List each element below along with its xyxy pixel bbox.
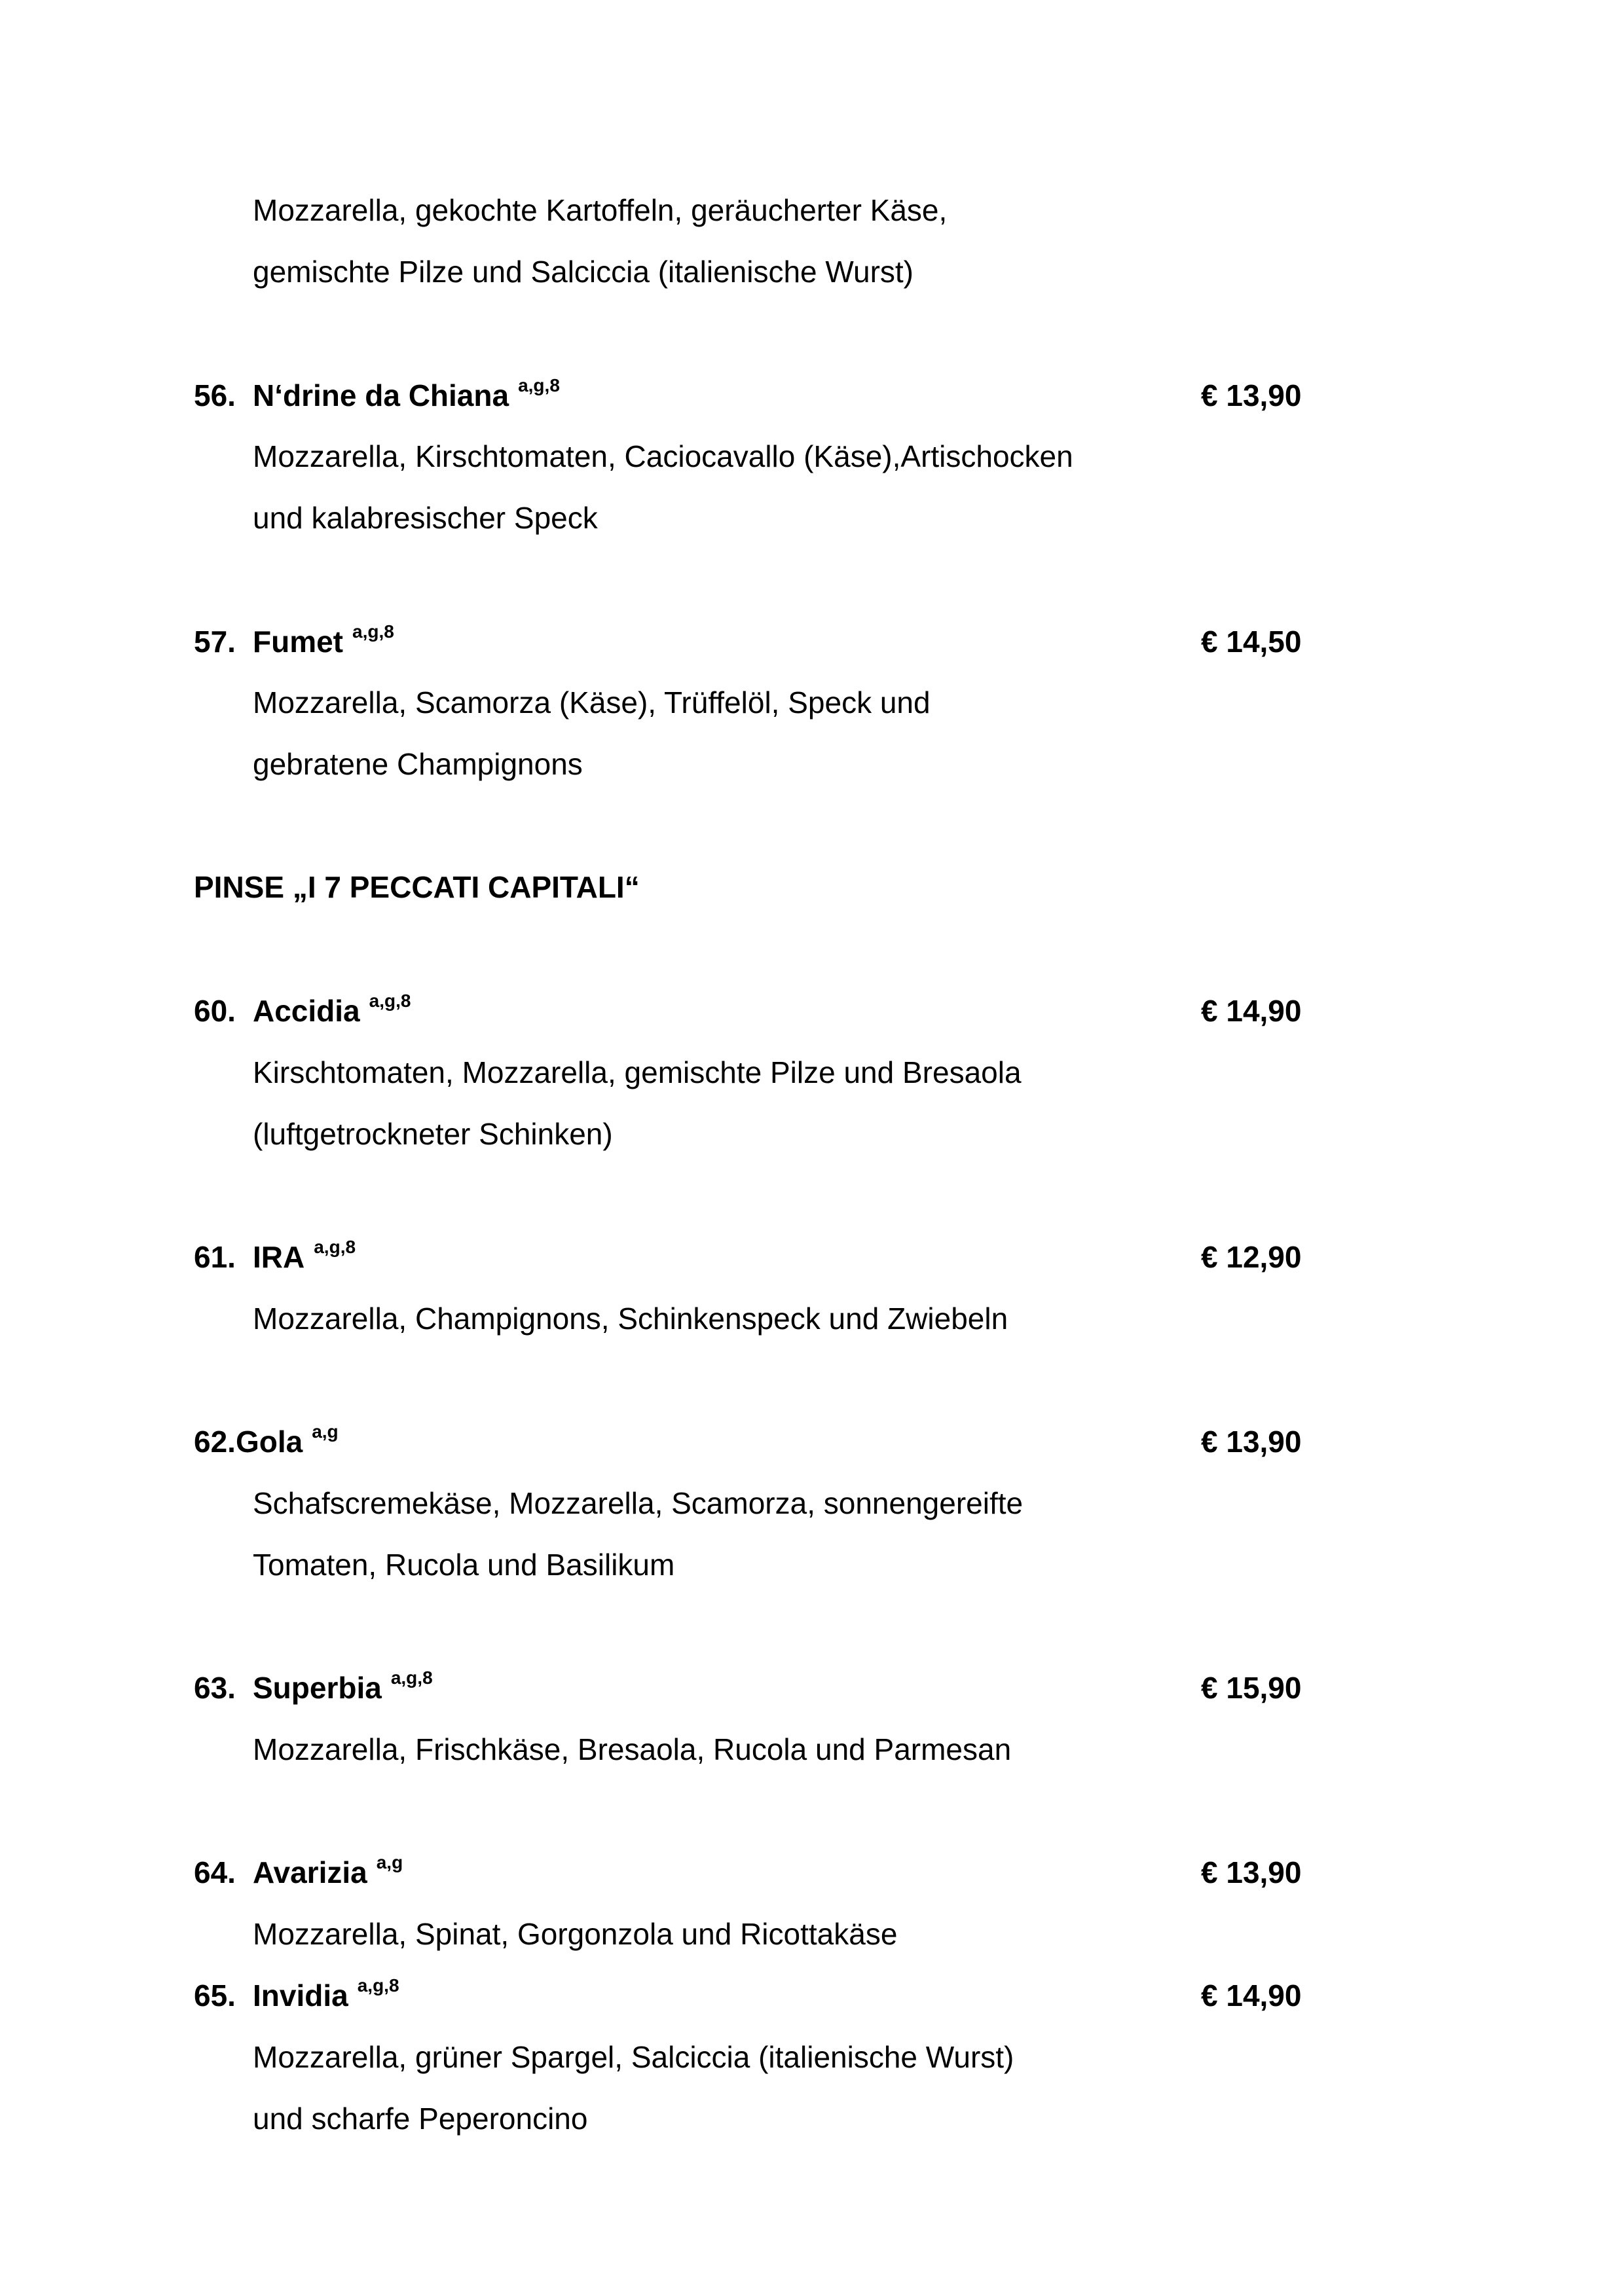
item-price: € 13,90	[1201, 1855, 1302, 1889]
item-allergens: a,g,8	[352, 621, 394, 642]
item-name: IRA	[253, 1240, 305, 1274]
item-name-line	[253, 376, 560, 415]
item-description-line: Kirschtomaten, Mozzarella, gemischte Pilze und Bresaola	[253, 1055, 1022, 1089]
item-description-line: Schafscremekäse, Mozzarella, Scamorza, sonnengereifte	[253, 1486, 1024, 1520]
continuation-description-line: Mozzarella, gekochte Kartoffeln, geräucherter Käse,	[253, 193, 948, 227]
item-description-line: und kalabresischer Speck	[253, 501, 598, 535]
item-number: 63.	[194, 1671, 236, 1705]
item-description-line: Mozzarella, Spinat, Gorgonzola und Ricottakäse	[253, 1917, 898, 1951]
item-name: Gola	[235, 1425, 303, 1459]
item-name: Accidia	[253, 994, 360, 1028]
continuation-description-line: gemischte Pilze und Salciccia (italienische Wurst)	[253, 255, 913, 289]
item-allergens: a,g,8	[357, 1975, 399, 1995]
item-price: € 14,90	[1201, 1978, 1302, 2013]
item-allergens: a,g	[312, 1421, 339, 1442]
item-name: Fumet	[253, 625, 343, 659]
item-number: 65.	[194, 1978, 236, 2013]
item-name: N‘drine da Chiana	[253, 378, 509, 412]
item-allergens: a,g,8	[369, 991, 411, 1011]
item-price: € 12,90	[1201, 1240, 1302, 1274]
item-description-line: Tomaten, Rucola und Basilikum	[253, 1548, 675, 1582]
item-price: € 13,90	[1201, 1425, 1302, 1459]
item-description-line: Mozzarella, Frischkäse, Bresaola, Rucola und Parmesan	[253, 1732, 1012, 1766]
item-number: 60.	[194, 994, 236, 1028]
item-name: Invidia	[253, 1978, 348, 2013]
item-number: 56.	[194, 378, 236, 412]
item-description-line: Mozzarella, Kirschtomaten, Caciocavallo (Käse),Artischocken	[253, 439, 1073, 473]
item-description-line: Mozzarella, Champignons, Schinkenspeck und Zwiebeln	[253, 1302, 1008, 1336]
item-name-line	[253, 1976, 399, 2015]
item-price: € 14,90	[1201, 994, 1302, 1028]
item-description-line: (luftgetrockneter Schinken)	[253, 1117, 613, 1151]
item-name: Superbia	[253, 1671, 382, 1705]
item-number: 61.	[194, 1240, 236, 1274]
item-allergens: a,g,8	[314, 1237, 356, 1257]
item-name-line	[253, 1668, 433, 1707]
item-number: 62.	[194, 1425, 236, 1459]
item-name-line	[253, 1237, 356, 1277]
item-description-line: und scharfe Peperoncino	[253, 2102, 588, 2136]
item-allergens: a,g	[376, 1852, 403, 1872]
item-description-line: Mozzarella, Scamorza (Käse), Trüffelöl, Speck und	[253, 685, 931, 720]
item-number: 57.	[194, 625, 236, 659]
item-allergens: a,g,8	[390, 1667, 433, 1688]
item-number-name-line	[194, 1422, 339, 1461]
section-heading: PINSE „I 7 PECCATI CAPITALI“	[194, 870, 640, 904]
item-name-line	[253, 1853, 403, 1892]
item-name-line	[253, 622, 394, 661]
item-allergens: a,g,8	[518, 375, 560, 395]
item-name: Avarizia	[253, 1855, 367, 1889]
item-number: 64.	[194, 1855, 236, 1889]
item-price: € 13,90	[1201, 378, 1302, 412]
item-price: € 15,90	[1201, 1671, 1302, 1705]
item-name-line	[253, 991, 411, 1030]
item-description-line: gebratene Champignons	[253, 747, 583, 781]
item-description-line: Mozzarella, grüner Spargel, Salciccia (italienische Wurst)	[253, 2040, 1014, 2074]
item-price: € 14,50	[1201, 625, 1302, 659]
